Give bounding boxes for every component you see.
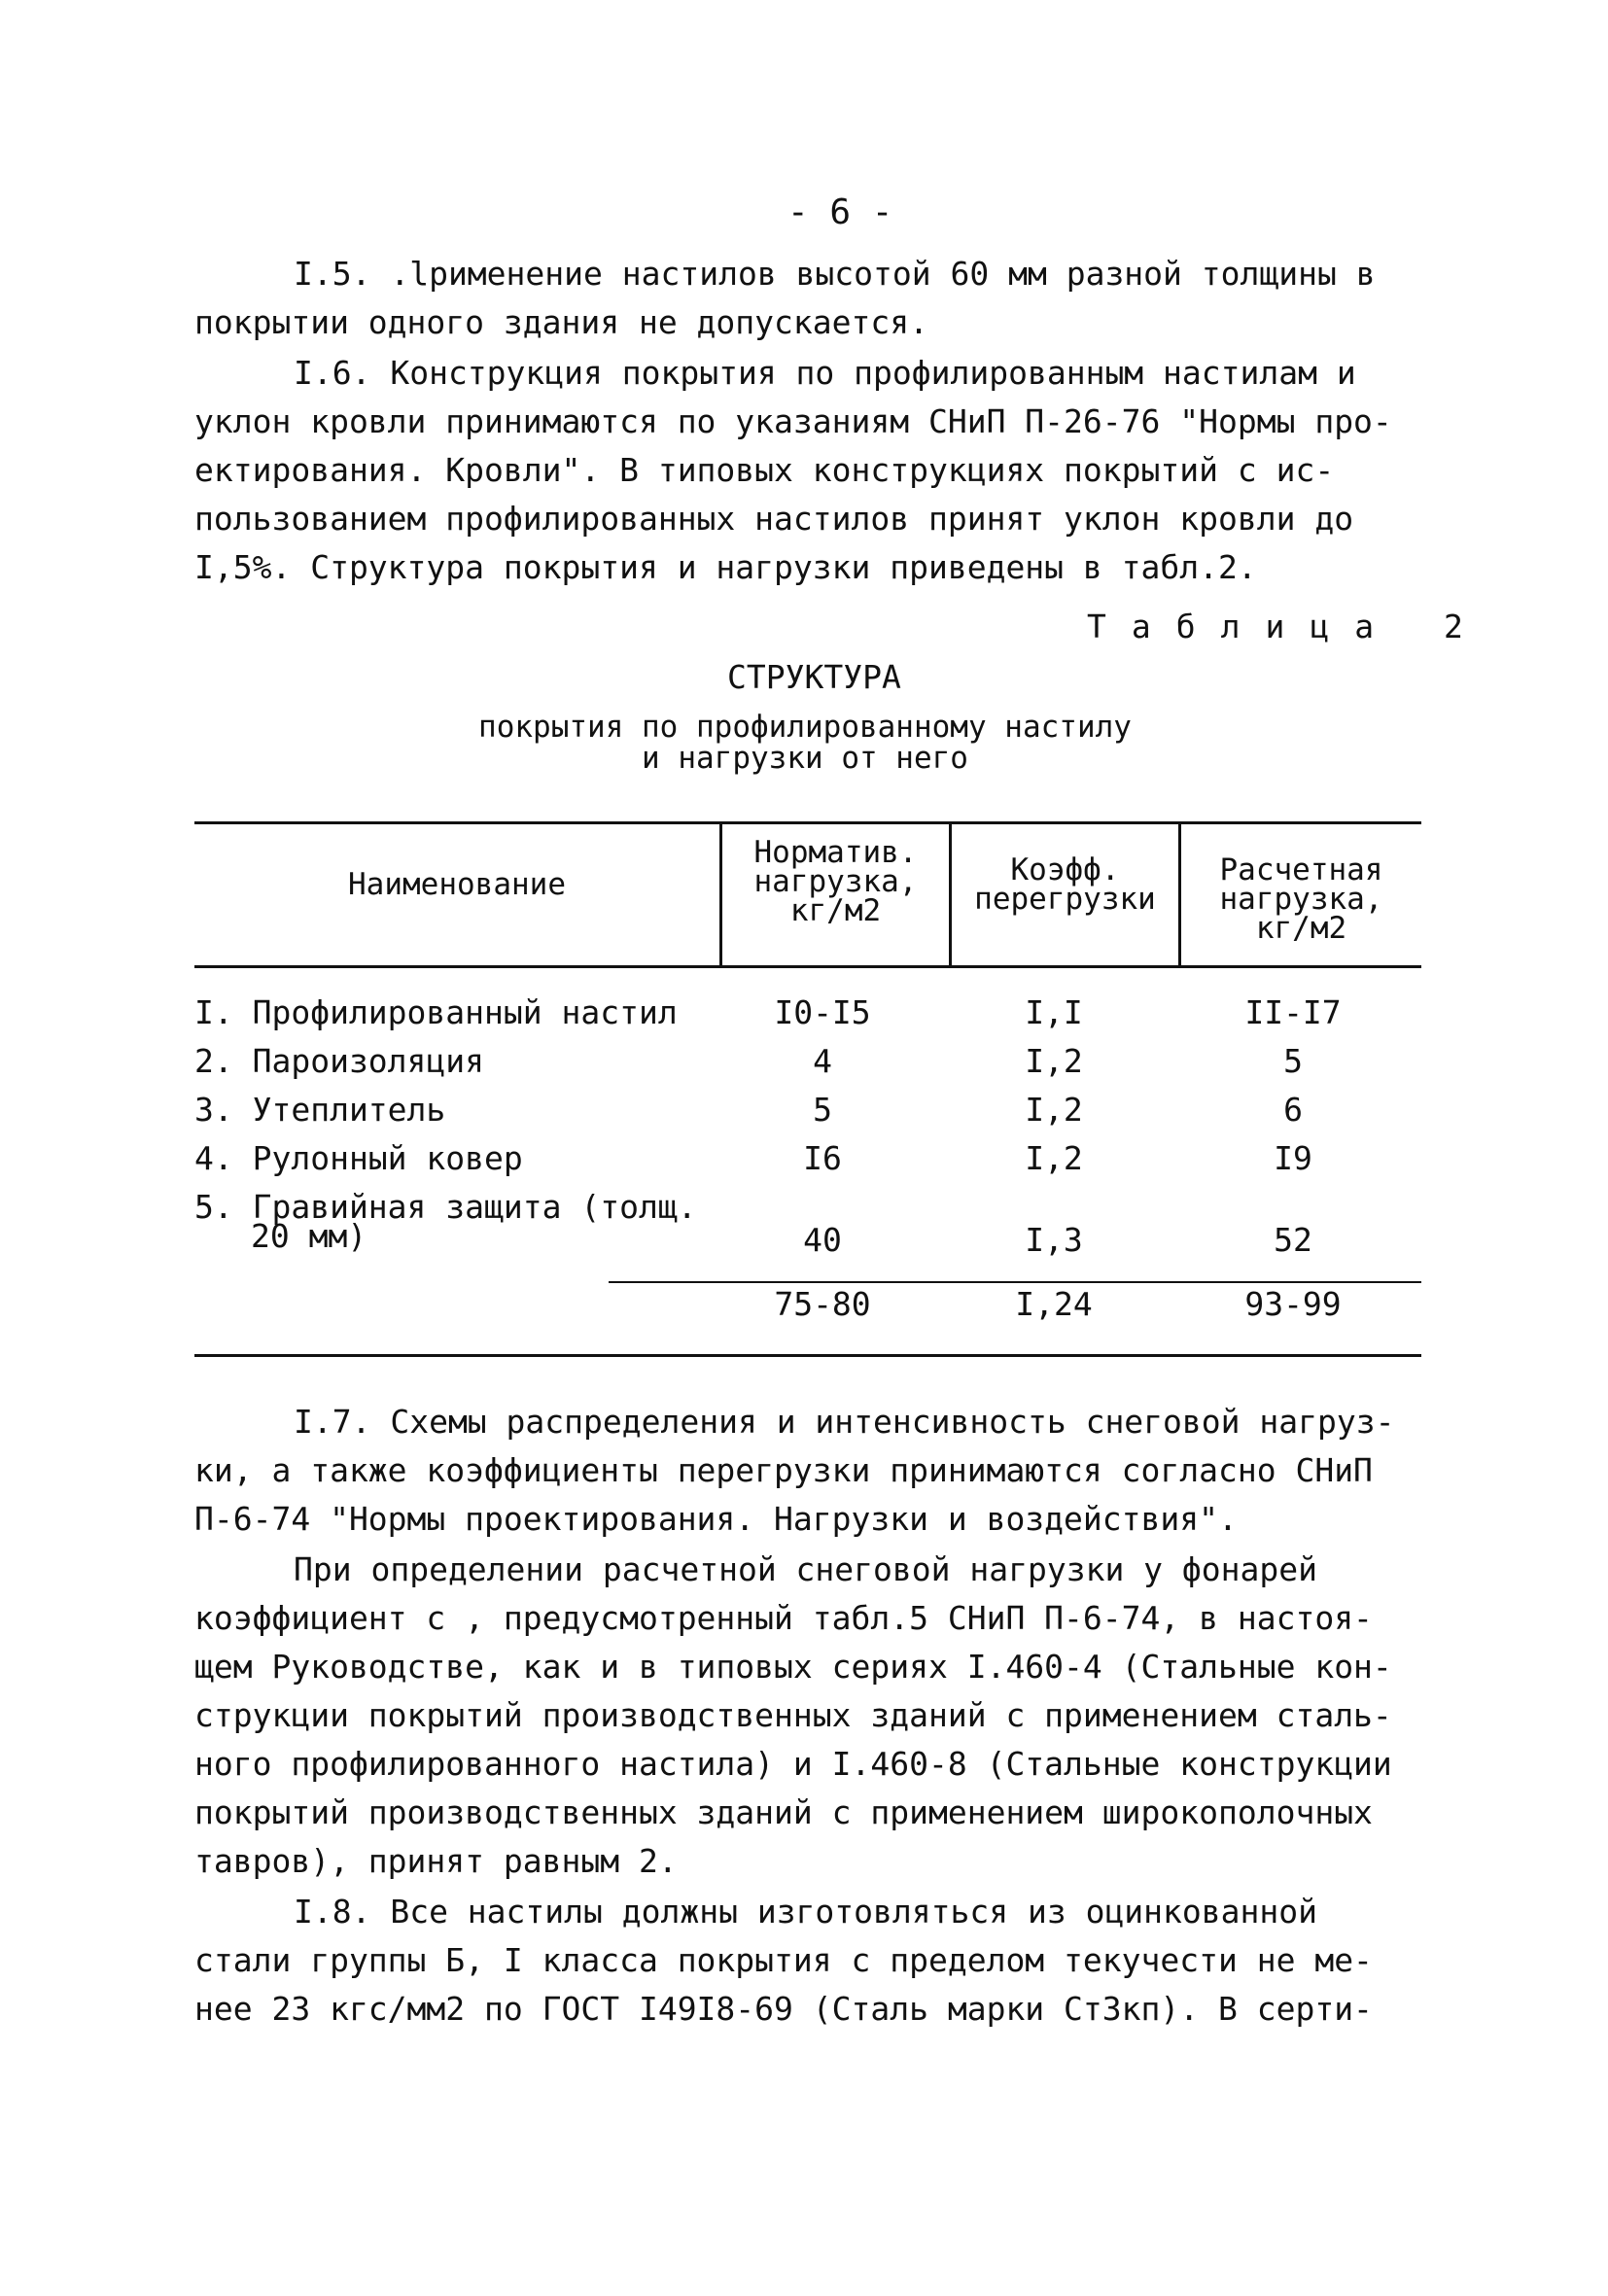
total-rule bbox=[609, 1281, 1421, 1283]
text-line: I.5. .lрименение настилов высотой 60 мм разной толщины в bbox=[294, 255, 1376, 293]
header-calculated: Расчетная нагрузка, кг/м2 bbox=[1219, 852, 1383, 946]
text-line: I,5%. Структура покрытия и нагрузки приведены в табл.2. bbox=[194, 548, 1257, 586]
text-line: покрытий производственных зданий с применением широкополочных bbox=[194, 1793, 1373, 1831]
row-calculated: 5 bbox=[1283, 1042, 1303, 1080]
table-header-rule bbox=[194, 965, 1421, 968]
row-calculated: 6 bbox=[1283, 1091, 1303, 1129]
row-normative: 4 bbox=[813, 1042, 832, 1080]
row-name: I. Профилированный настил bbox=[194, 993, 678, 1031]
row-name: 5. Гравийная защита (толщ. bbox=[194, 1188, 697, 1226]
text-line: коэффициент c , предусмотренный табл.5 СНиП П-6-74, в настоя- bbox=[194, 1599, 1373, 1637]
total-coefficient: I,24 bbox=[1015, 1285, 1093, 1323]
row-calculated: 52 bbox=[1274, 1221, 1312, 1259]
total-normative: 75-80 bbox=[774, 1285, 871, 1323]
row-name: 2. Пароизоляция bbox=[194, 1042, 485, 1080]
table-title: СТРУКТУРА bbox=[727, 658, 901, 696]
row-name: 4. Рулонный ковер bbox=[194, 1139, 523, 1177]
table-bottom-rule bbox=[194, 1354, 1421, 1357]
row-coefficient: I,2 bbox=[1025, 1139, 1083, 1177]
row-normative: 40 bbox=[803, 1221, 842, 1259]
text-line: щем Руководстве, как и в типовых сериях I.460-4 (Стальные кон- bbox=[194, 1648, 1392, 1686]
table-top-rule bbox=[194, 821, 1421, 824]
page-number: - 6 - bbox=[787, 192, 893, 232]
text-line: тавров), принят равным 2. bbox=[194, 1842, 678, 1880]
row-normative: 5 bbox=[813, 1091, 832, 1129]
text-line: I.7. Схемы распределения и интенсивность снеговой нагруз- bbox=[294, 1403, 1395, 1441]
row-coefficient: I,2 bbox=[1025, 1042, 1083, 1080]
text-line: стали группы Б, I класса покрытия с пределом текучести не ме- bbox=[194, 1941, 1373, 1979]
row-coefficient: I,2 bbox=[1025, 1091, 1083, 1129]
row-name: 3. Утеплитель bbox=[194, 1091, 446, 1129]
text-line: I.6. Конструкция покрытия по профилированным настилам и bbox=[294, 354, 1356, 392]
row-coefficient: I,I bbox=[1025, 993, 1083, 1031]
text-line: При определении расчетной снеговой нагрузки у фонарей bbox=[294, 1550, 1317, 1588]
row-coefficient: I,3 bbox=[1025, 1221, 1083, 1259]
text-line: нее 23 кгс/мм2 по ГОСТ I49I8-69 (Сталь марки Ст3кп). В серти- bbox=[194, 1990, 1373, 2028]
table-subtitle: и нагрузки от него bbox=[642, 741, 968, 776]
row-calculated: II-I7 bbox=[1244, 993, 1342, 1031]
text-line: покрытии одного здания не допускается. bbox=[194, 303, 928, 341]
text-line: уклон кровли принимаются по указаниям СНиП П-26-76 "Нормы про- bbox=[194, 402, 1392, 440]
table-subtitle: покрытия по профилированному настилу bbox=[478, 710, 1132, 745]
header-name: Наименование bbox=[348, 867, 566, 902]
text-line: ного профилированного настила) и I.460-8 (Стальные конструкции bbox=[194, 1745, 1392, 1783]
text-line: пользованием профилированных настилов принят уклон кровли до bbox=[194, 500, 1354, 538]
row-normative: I0-I5 bbox=[774, 993, 871, 1031]
text-line: струкции покрытий производственных зданий с применением сталь- bbox=[194, 1696, 1392, 1734]
row-calculated: I9 bbox=[1274, 1139, 1312, 1177]
table-label: Таблица 2 bbox=[1087, 608, 1488, 645]
header-coefficient: Коэфф. перегрузки bbox=[974, 852, 1156, 917]
total-calculated: 93-99 bbox=[1244, 1285, 1342, 1323]
text-line: П-6-74 "Нормы проектирования. Нагрузки и воздействия". bbox=[194, 1500, 1238, 1538]
text-line: ки, а также коэффициенты перегрузки принимаются согласно СНиП bbox=[194, 1451, 1373, 1489]
header-normative: Норматив. нагрузка, кг/м2 bbox=[753, 835, 918, 928]
text-line: I.8. Все настилы должны изготовляться из оцинкованной bbox=[294, 1893, 1317, 1931]
row-normative: I6 bbox=[803, 1139, 842, 1177]
text-line: ектирования. Кровли". В типовых конструкциях покрытий с ис- bbox=[194, 451, 1335, 489]
row-name-continued: 20 мм) bbox=[251, 1217, 367, 1255]
